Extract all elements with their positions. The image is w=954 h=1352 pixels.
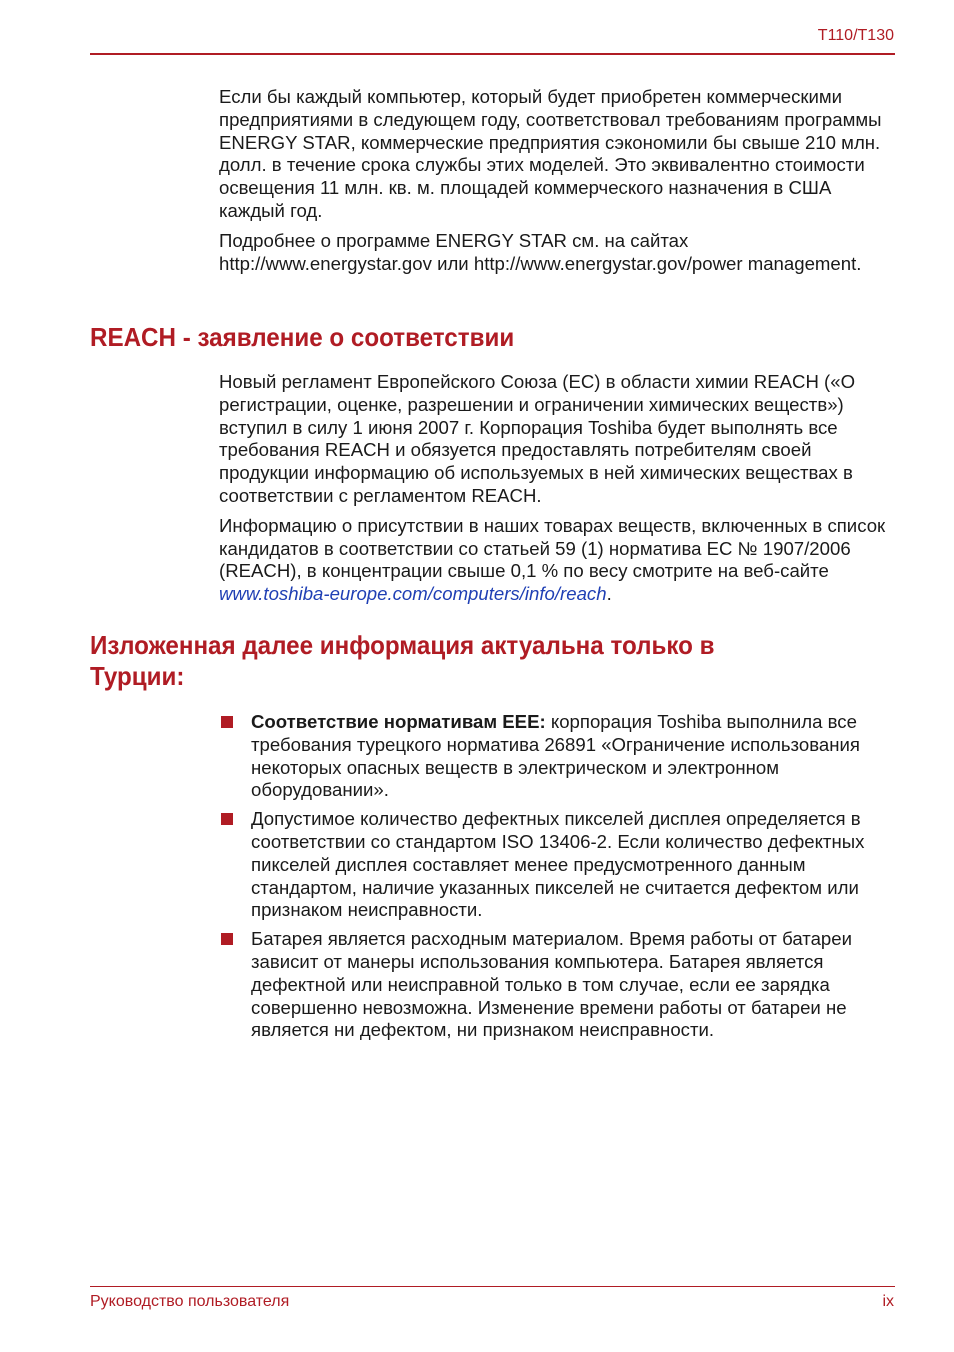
list-item [219,808,899,922]
reach-info-end: . [606,583,612,605]
paragraph-energy-star-links: Подробнее о программе ENERGY STAR см. на сайтах http://www.energystar.gov или http://www.energystar.gov/power management. [219,229,862,274]
list-item-text: Батарея является расходным материалом. Время работы от батареи зависит от манеры использования компьютера. Батарея является дефектной или неисправной только в том случае, если ее зарядка совершенно невозможна. Изменение времени работы от батареи не является ни дефектом, ни признаком неисправности. [251,928,852,1041]
bullet-square-icon [221,716,233,728]
section-heading-reach: REACH - заявление о соответствии [90,322,515,352]
paragraph-energy-star-savings: Если бы каждый компьютер, который будет приобретен коммерческими предприятиями в следующем году, соответствовал требованиям программы ENERGY STAR, коммерческие предприятия сэкономили бы свыше 210 млн. долл. в течение срока службы этих моделей. Это эквивалентно стоимости освещения 11 млн. кв. м. площадей коммерческого назначения в США каждый год. [219,86,882,221]
section-heading-turkey: Изложенная далее информация актуальна только в Турции: [90,630,715,691]
reach-link[interactable]: www.toshiba-europe.com/computers/info/reach [219,583,607,605]
list-item-text: корпорация Toshiba выполнила все требования турецкого норматива 26891 «Ограничение использования некоторых опасных веществ в электрическом и электронном оборудовании». [251,711,860,801]
header-rule [90,53,895,55]
top-section [219,86,899,282]
footer-title: Руководство пользователя [90,1293,290,1310]
header-model: T110/T130 [817,27,894,44]
reach-info-text: Информацию о присутствии в наших товарах веществ, включенных в список кандидатов в соответствии со статьей 59 (1) норматива ЕС № 1907/2006 (REACH), в концентрации свыше 0,1 % по весу смотрите на веб-сайте [219,514,886,582]
bullet-square-icon [221,813,233,825]
list-item-text: Допустимое количество дефектных пикселей дисплея определяется в соответствии со стандартом ISO 13406-2. Если количество дефектных пикселей дисплея составляет менее предусмотренного данным стандартом, наличие указанных пикселей не считается дефектом или признаком неисправности. [251,808,865,921]
turkey-list [219,711,899,1048]
bullet-square-icon [221,933,233,945]
paragraph-reach-info [219,515,899,606]
list-item-bold: Соответствие нормативам EEE: [251,711,546,732]
reach-section [219,371,899,613]
list-item [219,711,899,802]
paragraph-reach-regulation: Новый регламент Европейского Союза (ЕС) в области химии REACH («О регистрации, оценке, разрешении и ограничении химических веществ») вступил в силу 1 июня 2007 г. Корпорация Toshiba будет выполнять все требования REACH и обязуется предоставлять потребителям своей продукции информацию об используемых в ней химических веществах в соответствии с регламентом REACH. [219,371,856,506]
list-item [219,928,899,1042]
footer-rule [90,1286,895,1287]
footer-page-number: ix [882,1293,894,1310]
